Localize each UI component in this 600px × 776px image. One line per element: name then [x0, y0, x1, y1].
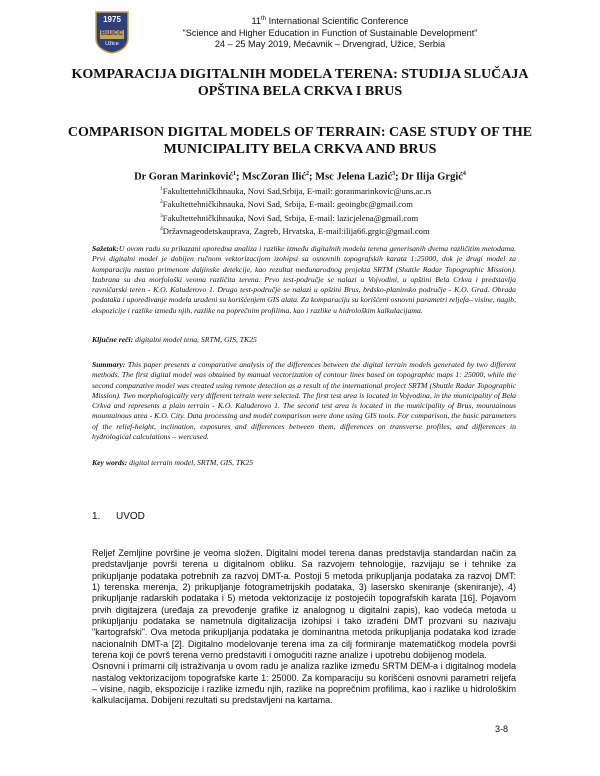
abstract-text: U ovom radu su prikazani uporedna analiza i razlike između digitalnih modela terena generisanih dvema različitim metodama. Prvi digitalni model je dobijen ručnom vektorizacijom izohipsi sa osnovnih topografskih karata 1:25000, dok je drugi model za komparaciju nastao primenom daljinske detekcije, kao rezultat međunarodnog projekta SRTM (Shuttle Radar Topographic Mission). Izabrana su dva morfološki veoma različita terena. Prvo test-područje se nalazi u Vojvodini, u opštini Bela Crkva i predstavlja ravničarski teren - K.O. Kaluđerovo 1. Drugo test-područje se nalazi u opštini Brus, brdsko-planinsko područje - K.O. Grad. Obrada podataka i upoređivanje modela urađeni su korišćenjem GIS alata. Za komparaciju su korišćeni osnovni parametri reljefa– visine, nagib, ekspozicije i razlike između njih, razlike na poprečnim profilima, kao i razlike u hidrološkim kalkulacijama.	[92, 244, 516, 315]
page-number: 3-8	[495, 724, 509, 734]
affiliation-item: $^3$Fakultettehničkihnauka, Novi Sad, Srbija, E-mail: lazicjelena@gmail.com	[160, 212, 419, 223]
section-title: UVOD	[116, 511, 145, 522]
author-list: Dr Goran Marinković$^1$; MscZoran Ilić$^2$; Msc Jelena Lazić$^3$; Dr Ilija Grgić$^4$	[134, 171, 466, 183]
section-heading	[92, 511, 145, 522]
keywords-text: digital terrain model, SRTM, GIS, TK25	[127, 458, 254, 467]
abstract-english	[92, 360, 516, 442]
author-name: MscZoran Ilić	[242, 171, 307, 183]
body-paragraph: Reljef Zemljine površine je veoma složen. Digitalni model terena danas predstavlja standardan način za predstavljanje površi terena u digitalnom obliku. Sa razvojem tehnologije, razvijaju se i tehnike za prikupljanje podataka potrebnih za razvoj DMT-a. Postoji 5 metoda prikupljanja podataka za razvoj DMT: 1) terenska merenja, 2) prikupljanje fotogrametrijskih podataka, 3) lasersko skeniranje (skeniranje), 4) prikupljanje radarskih podataka i 5) metoda vektorizacije iz postojećih topografskih karata [16]. Pojavom prvih digitajzera (uređaja za prevođenje grafike iz analognog u digitalni zapis), kao vodeća metoda u prikupljanju podataka se nametnula digitalizacija izohipsi i tako izrađeni DMT prozvani su nazivaju "kartografski". Ova metoda prikupljanja podataka je dominantna metoda prikupljanja podataka kod izrade nacionalnih DMT-a [2]. Digitalno modelovanje terena ima za cilj formiranje matematičkog modela površi terena koji će površ terena verno predstaviti i omogućiti razne analize i upotrebu dobijenog modela.	[92, 548, 516, 661]
affiliation-item: $^1$Fakultettehničkihnauka, Novi Sad,Srbija, E-mail: goranmarinkovic@uns.ac.rs	[160, 185, 432, 196]
logo-place: Užice	[105, 41, 119, 47]
author-sup: 1	[233, 171, 237, 177]
body-text	[92, 548, 516, 707]
paper-title-english: COMPARISON DIGITAL MODELS OF TERRAIN: CASE STUDY OF THE MUNICIPALITY BELA CRKVA AND BRUS	[67, 125, 533, 157]
author-sup: 2	[306, 171, 310, 177]
author-name: Dr Ilija Grgić	[401, 171, 463, 183]
author-name: Msc Jelena Lazić	[315, 171, 393, 183]
conference-header	[140, 14, 520, 51]
section-number: 1.	[92, 511, 101, 522]
abstract-label: Summary:	[92, 360, 126, 369]
conference-line-3: 24 – 25 May 2019, Mećavnik – Drvengrad, Užice, Serbia	[214, 39, 446, 50]
logo-year: 1975	[103, 15, 121, 24]
affiliation-list	[160, 184, 490, 237]
body-paragraph: Osnovni i primarni cilj istraživanja u ovom radu je analiza razlike između SRTM DEM-a i digitalnog modela nastalog vektorizacijom topografske karte 1: 25000. Za komparaciju su korišćeni osnovni parametri reljefa – visine, nagib, ekspozicije i razlike između njih, razlike na poprečnim profilima, kao i razlike u hidrološkim kalkulacijama. Dobijeni rezultati su predstavljeni na kartama.	[92, 661, 516, 706]
logo-text: ВШСС	[100, 30, 124, 37]
keywords-text: digitalni model tena, SRTM, GIS, TK25	[133, 335, 257, 344]
author-name: Dr Goran Marinković	[134, 171, 234, 183]
conference-line-2: "Science and Higher Education in Function of Sustainable Development"	[182, 27, 478, 38]
paper-title-serbian: KOMPARACIJA DIGITALNIH MODELA TERENA: STUDIJA SLUČAJA OPŠTINA BELA CRKVA I BRUS	[71, 67, 529, 99]
author-sup: 3	[392, 171, 396, 177]
conference-line-1: 11th International Scientific Conference	[251, 16, 409, 27]
abstract-text: This paper presents a comparative analysis of the differences between the digital terrain models generated by two different methods. The first digital model was obtained by manual vectorization of contour lines based on topographic maps 1: 25000, while the second comparative model was created using remote detection as a result of the international project SRTM (Shuttle Radar Topographic Mission). Two morphologically very different terrain were selected. The first test area is located in Vojvodina, in the municipality of Bela Crkva and represents a plain terrain - K.O. Kaluđerovo 1. The second test area is located in the municipality of Brus, mountainous mountainous area - K.O. City. Data processing and model comparison were done using GIS tools. For comparison, the basic parameters of the relief-height, inclination, exposures and differences between them, differences on transverse profiles, and differences in hydrological calculations – wercused.	[92, 360, 516, 442]
abstract-serbian	[92, 244, 516, 316]
keywords-english	[92, 458, 516, 468]
author-sup: 4	[462, 171, 466, 177]
keywords-label: Key words:	[92, 458, 128, 467]
affiliation-item: $^2$Fakultettehničkihnauka, Novi Sad, Srbija, E-mail: geoingbc@gmail.com	[160, 199, 413, 210]
conference-logo	[92, 10, 132, 54]
abstract-label: Sažetak:	[92, 244, 119, 253]
keywords-serbian	[92, 335, 516, 345]
affiliation-item: $^4$Državnageodetskauprava, Zagreb, Hrvatska, E-mail:ilija66.grgic@gmail.com	[160, 225, 430, 236]
keywords-label: Ključne reči:	[92, 335, 134, 344]
